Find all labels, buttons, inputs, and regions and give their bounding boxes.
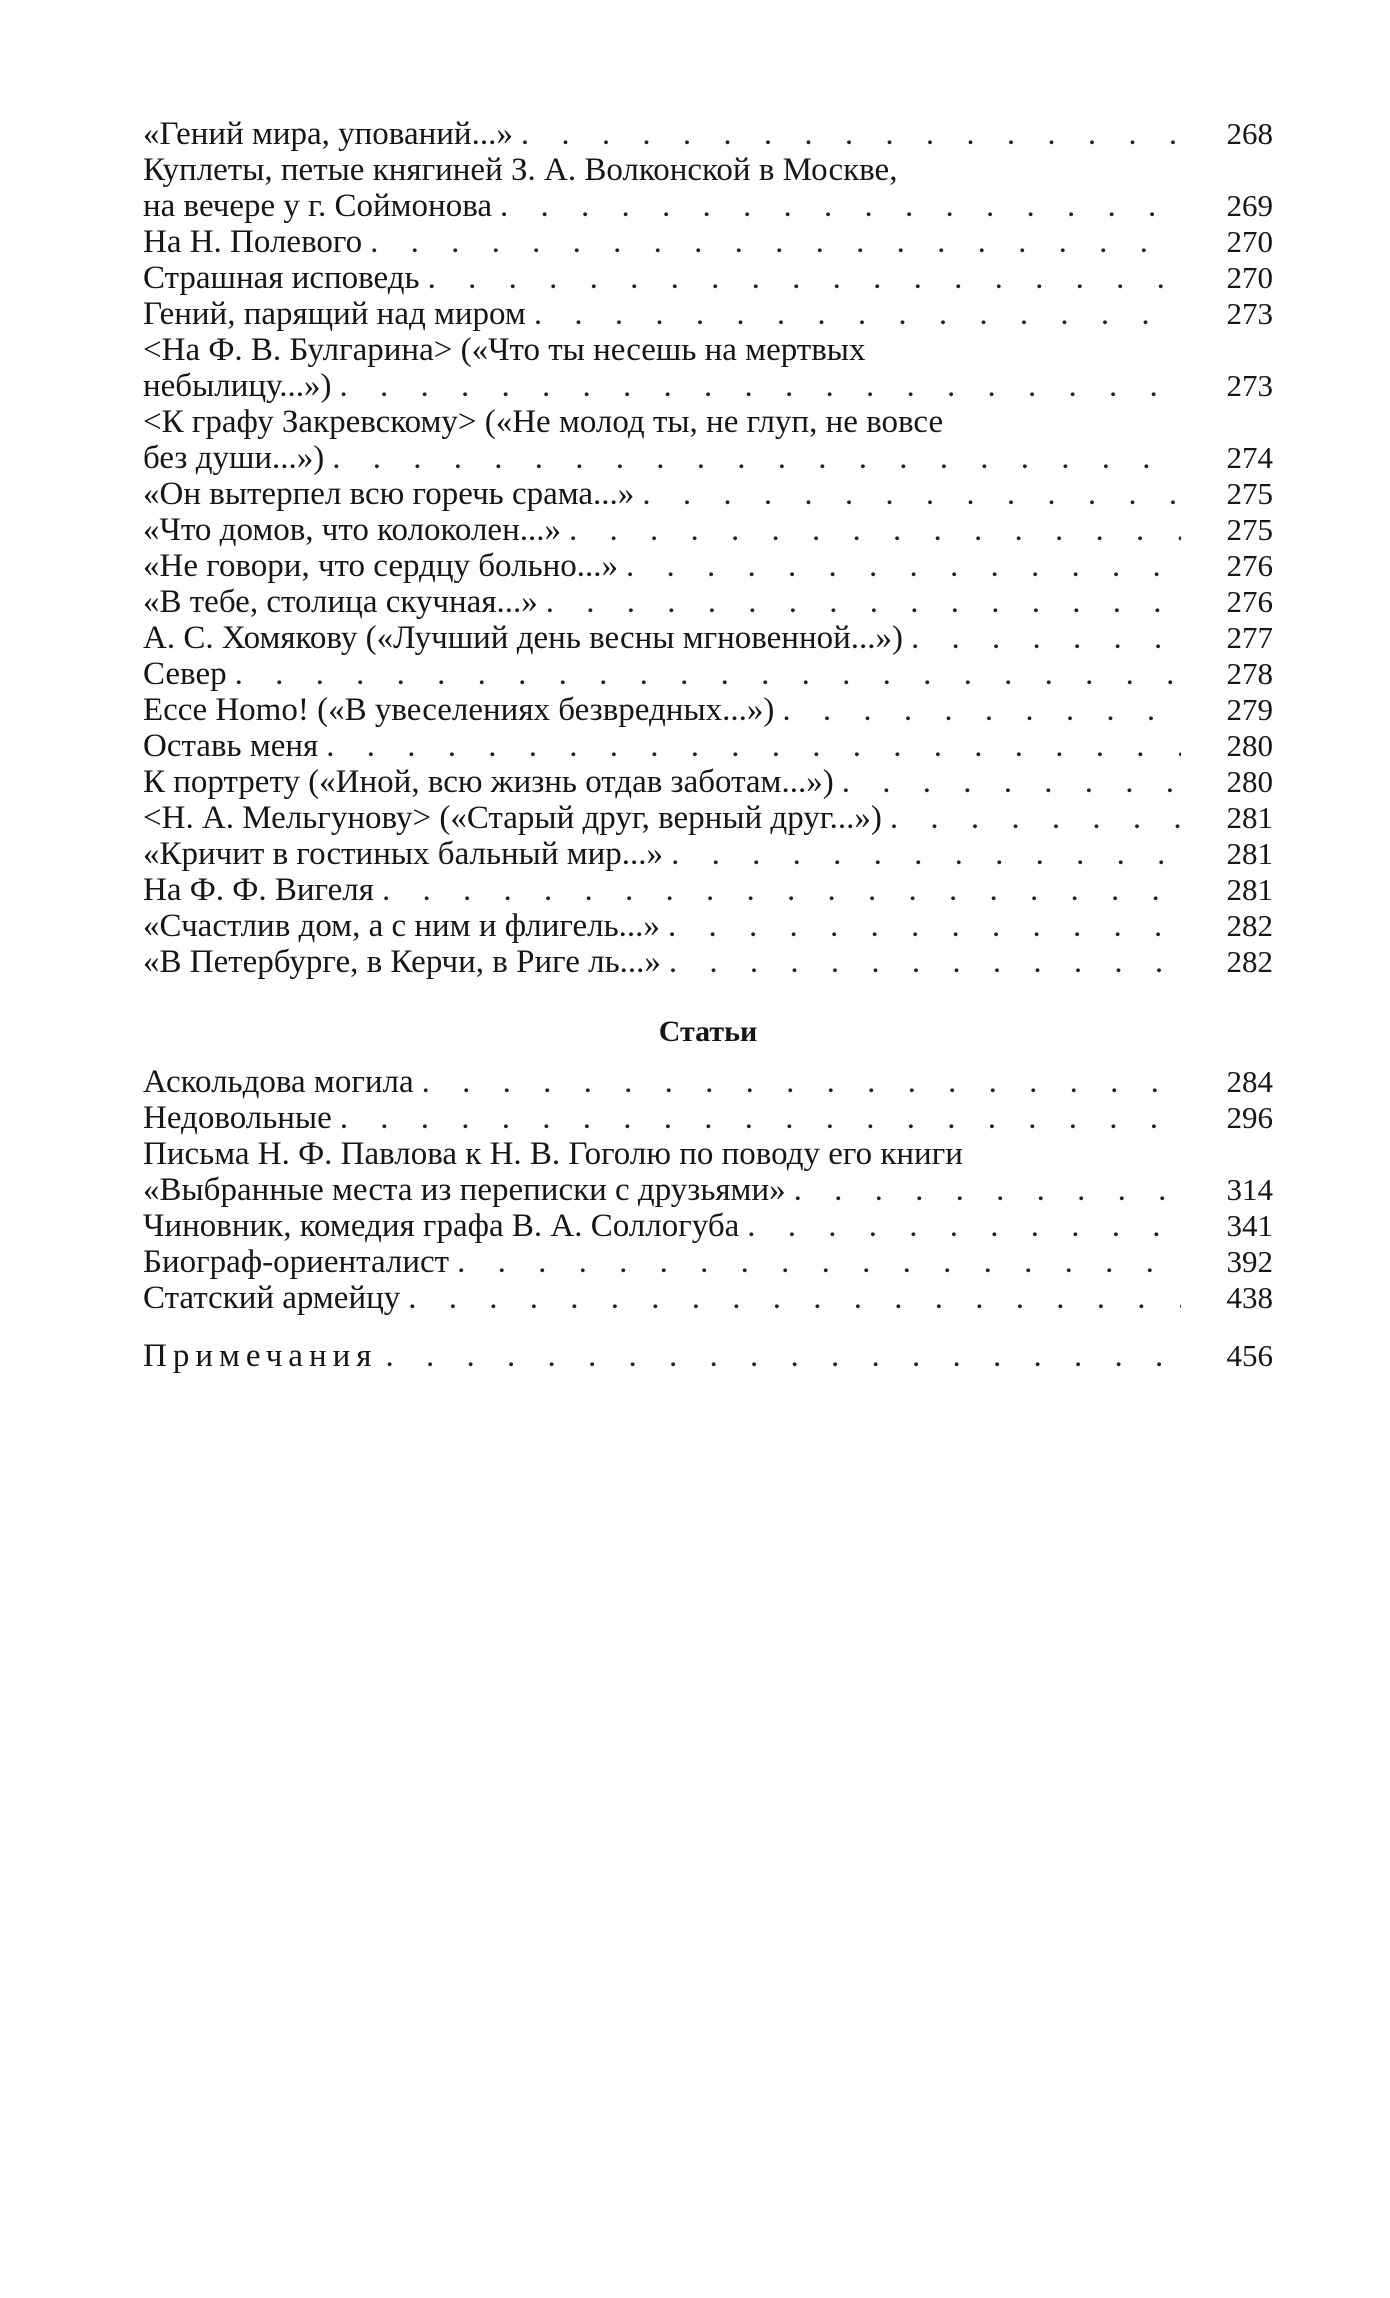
page-number: 276 (1226, 584, 1273, 619)
toc-entry-poem (143, 260, 1273, 296)
dot-leader (362, 224, 1181, 260)
page-number: 281 (1226, 800, 1273, 835)
entry-title-line: «Счастлив дом, а с ним и флигель...» (143, 908, 660, 944)
entry-title-line: «Гений мира, упований...» (143, 116, 513, 152)
entry-title-line: На Ф. Ф. Вигеля (143, 872, 374, 908)
dot-leader (561, 512, 1181, 548)
page-number: 270 (1226, 224, 1273, 259)
entry-title-line: Гений, парящий над миром (143, 296, 526, 332)
dot-leader (324, 440, 1181, 476)
dot-leader (227, 656, 1181, 692)
section-heading-articles: Статьи (658, 1015, 758, 1048)
entry-title-line: <Н. А. Мельгунову> («Старый друг, верный друг...») (143, 800, 882, 836)
entry-title-line: «Выбранные места из переписки с друзьями» (143, 1172, 786, 1208)
dot-leader (882, 800, 1181, 836)
toc-entry-notes (143, 1338, 1273, 1374)
toc-entry-article (143, 1136, 1273, 1208)
entry-title-line: Аскольдова могила (143, 1064, 414, 1100)
toc-entry-poem (143, 656, 1273, 692)
dot-leader (513, 116, 1181, 152)
entry-title-line: Чиновник, комедия графа В. А. Соллогуба (143, 1208, 740, 1244)
articles-list (143, 1064, 1273, 1316)
entry-title-line: без души...») (143, 440, 325, 476)
entry-title-line: Недовольные (143, 1100, 332, 1136)
page-number: 278 (1226, 656, 1273, 691)
entry-title-line: Биограф-ориенталист (143, 1244, 450, 1280)
dot-leader (332, 368, 1182, 404)
page-number: 281 (1226, 872, 1273, 907)
toc-entry-poem (143, 116, 1273, 152)
toc-entry-poem (143, 512, 1273, 548)
dot-leader (786, 1172, 1181, 1208)
page-number: 281 (1226, 836, 1273, 871)
page-number: 277 (1226, 620, 1273, 655)
entry-title-line: небылицу...») (143, 368, 332, 404)
toc-page (143, 116, 1273, 1374)
dot-leader (661, 944, 1181, 980)
entry-title-line: «Он вытерпел всю горечь срама...» (143, 476, 635, 512)
entry-title-line: на вечере у г. Соймонова (143, 188, 492, 224)
page-number: 280 (1226, 728, 1273, 763)
page-number: 438 (1226, 1280, 1273, 1315)
dot-leader (374, 872, 1181, 908)
entry-title-line: А. С. Хомякову («Лучший день весны мгновенной...») (143, 620, 904, 656)
entry-title-line: Страшная исповедь (143, 260, 420, 296)
entry-title-line: Примечания (143, 1338, 378, 1374)
dot-leader (449, 1244, 1181, 1280)
page-number: 275 (1226, 476, 1273, 511)
toc-entry-poem (143, 872, 1273, 908)
toc-entry-poem (143, 764, 1273, 800)
toc-entry-poem (143, 728, 1273, 764)
toc-entry-poem (143, 944, 1273, 980)
dot-leader (618, 548, 1181, 584)
page-number: 392 (1226, 1244, 1273, 1279)
entry-title-line: Письма Н. Ф. Павлова к Н. В. Гоголю по поводу его книги (143, 1136, 963, 1172)
entry-title-line: «Что домов, что колоколен...» (143, 512, 561, 548)
dot-leader (834, 764, 1181, 800)
page-number: 270 (1226, 260, 1273, 295)
dot-leader (332, 1100, 1181, 1136)
entry-title-line: <К графу Закревскому> («Не молод ты, не глуп, не вовсе (143, 404, 944, 440)
dot-leader (420, 260, 1181, 296)
page-number: 279 (1226, 692, 1273, 727)
dot-leader (903, 620, 1181, 656)
toc-entry-poem (143, 332, 1273, 404)
page-number: 275 (1226, 512, 1273, 547)
page-number: 341 (1226, 1208, 1273, 1243)
entry-title-line: Север (143, 656, 227, 692)
entry-title-line: «Кричит в гостиных бальный мир...» (143, 836, 664, 872)
page-number: 269 (1226, 188, 1273, 223)
entry-title-line: На Н. Полевого (143, 224, 363, 260)
dot-leader (634, 476, 1181, 512)
page-number: 282 (1226, 908, 1273, 943)
dot-leader (538, 584, 1181, 620)
entry-title-line: «В тебе, столица скучная...» (143, 584, 538, 620)
dot-leader (663, 836, 1181, 872)
page-number: 280 (1226, 764, 1273, 799)
page-number: 273 (1226, 296, 1273, 331)
dot-leader (774, 692, 1181, 728)
toc-entry-poem (143, 836, 1273, 872)
toc-entry-poem (143, 548, 1273, 584)
dot-leader (318, 728, 1181, 764)
toc-entry-article (143, 1280, 1273, 1316)
toc-entry-poem (143, 908, 1273, 944)
toc-entry-poem (143, 620, 1273, 656)
entry-title-line: К портрету («Иной, всю жизнь отдав заботам...») (143, 764, 834, 800)
toc-entry-article (143, 1244, 1273, 1280)
page-number: 268 (1226, 116, 1273, 151)
toc-entry-poem (143, 584, 1273, 620)
entry-title-line: Ecce Homo! («В увеселениях безвредных...») (143, 692, 775, 728)
page-number: 284 (1226, 1064, 1273, 1099)
toc-entry-poem (143, 404, 1273, 476)
page-number: 314 (1226, 1172, 1273, 1207)
entry-title-line: <На Ф. В. Булгарина> («Что ты несешь на мертвых (143, 332, 866, 368)
dot-leader (492, 188, 1181, 224)
page-number: 273 (1226, 368, 1273, 403)
toc-entry-poem (143, 296, 1273, 332)
poems-list (143, 116, 1273, 980)
page-number: 276 (1226, 548, 1273, 583)
dot-leader (400, 1280, 1181, 1316)
entry-title-line: Куплеты, петые княгиней З. А. Волконской в Москве, (143, 152, 898, 188)
entry-title-line: «Не говори, что сердцу больно...» (143, 548, 619, 584)
toc-entry-poem (143, 800, 1273, 836)
toc-entry-poem (143, 476, 1273, 512)
entry-title-line: Оставь меня (143, 728, 319, 764)
page-number: 296 (1226, 1100, 1273, 1135)
page-number: 282 (1226, 944, 1273, 979)
toc-entry-poem (143, 152, 1273, 224)
dot-leader (377, 1338, 1181, 1374)
entry-title-line: «В Петербурге, в Керчи, в Риге ль...» (143, 944, 661, 980)
dot-leader (526, 296, 1181, 332)
dot-leader (739, 1208, 1181, 1244)
toc-entry-article (143, 1208, 1273, 1244)
dot-leader (414, 1064, 1181, 1100)
toc-entry-poem (143, 692, 1273, 728)
dot-leader (660, 908, 1181, 944)
entry-title-line: Статский армейцу (143, 1280, 401, 1316)
toc-entry-article (143, 1100, 1273, 1136)
page-number: 456 (1226, 1338, 1273, 1373)
toc-entry-article (143, 1064, 1273, 1100)
notes-section (143, 1338, 1273, 1374)
toc-entry-poem (143, 224, 1273, 260)
page-number: 274 (1226, 440, 1273, 475)
